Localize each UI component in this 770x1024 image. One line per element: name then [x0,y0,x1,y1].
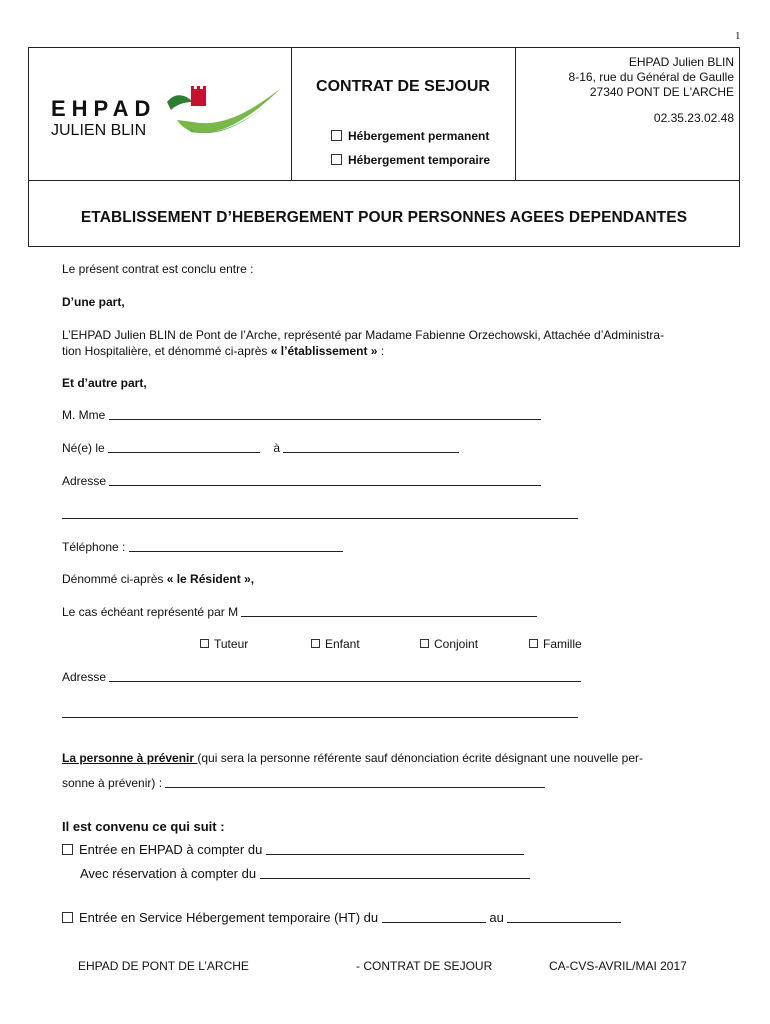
resident-bold: « le Résident », [166,572,255,586]
address2-row-2 [62,706,578,720]
phone-row [62,540,343,554]
name-row [62,408,541,422]
contact-label: La personne à prévenir [62,751,198,765]
reservation-date-field[interactable] [260,867,530,879]
address-label: Adresse [62,474,107,488]
option-conjoint[interactable] [420,637,478,651]
title-banner [29,180,739,247]
birth-date-field[interactable] [108,441,260,453]
temporary-option [331,153,490,167]
ht-checkbox[interactable] [62,912,73,923]
entry-date-field[interactable] [266,843,524,855]
birth-place-field[interactable] [283,441,459,453]
logo-text-ehpad: EHPAD [51,96,157,121]
reservation-row [80,866,530,881]
address2-row [62,670,581,684]
conjoint-label: Conjoint [434,637,479,651]
entry-checkbox[interactable] [62,844,73,855]
address2-label: Adresse [62,670,107,684]
option-enfant[interactable] [311,637,360,651]
party1-line1: L’EHPAD Julien BLIN de Pont de l’Arche, représenté par Madame Fabienne Orzechowski, Attachée d’Administra- [62,328,665,342]
representative-field[interactable] [241,605,537,617]
represented-row [62,605,537,619]
reservation-label: Avec réservation à compter du [80,866,257,881]
temporary-label: Hébergement temporaire [348,153,491,167]
contact-text-2: sonne à prévenir) : [62,776,163,790]
address-row-2 [62,507,578,521]
enfant-checkbox[interactable] [311,639,320,648]
logo-text-julien-blin: JULIEN BLIN [51,122,147,139]
born-label: Né(e) le [62,441,105,455]
address-field[interactable] [109,474,541,486]
party1-heading: D’une part, [62,295,125,309]
entry-row [62,842,524,857]
party1-line2-bold: « l’établissement » [270,344,378,358]
contact-text: (qui sera la personne référente sauf dénonciation écrite désignant une nouvelle per- [197,751,644,765]
party1-line2 [62,344,384,358]
party1-line2-suffix: : [377,344,385,358]
footer-right: CA-CVS-AVRIL/MAI 2017 [549,959,687,973]
entry-label: Entrée en EHPAD à compter du [79,842,263,857]
contract-title: CONTRAT DE SEJOUR [316,78,490,95]
tuteur-checkbox[interactable] [200,639,209,648]
establishment-city: 27340 PONT DE L'ARCHE [589,85,734,99]
party2-heading: Et d’autre part, [62,376,147,390]
permanent-label: Hébergement permanent [348,129,490,143]
ht-label: Entrée en Service Hébergement temporaire (HT) du [79,910,379,925]
address-row [62,474,541,488]
header-box [28,47,740,247]
contact-row [62,751,643,765]
address-cell [515,48,739,180]
name-field[interactable] [109,408,541,420]
establishment-street: 8-16, rue du Général de Gaulle [568,70,734,84]
establishment-name: EHPAD Julien BLIN [628,55,734,69]
born-at-label: à [273,441,281,455]
contract-cell [291,48,516,180]
tuteur-label: Tuteur [214,637,249,651]
address2-field-2[interactable] [62,706,578,718]
option-tuteur[interactable] [200,637,248,651]
ht-start-field[interactable] [382,911,486,923]
banner-title: ETABLISSEMENT D’HEBERGEMENT POUR PERSONNES AGEES DEPENDANTES [80,209,688,226]
agreed-heading: Il est convenu ce qui suit : [62,819,225,834]
ht-row [62,910,621,925]
permanent-checkbox[interactable] [331,130,342,141]
famille-label: Famille [543,637,582,651]
establishment-phone: 02.35.23.02.48 [653,111,734,125]
represented-label: Le cas échéant représenté par M [62,605,239,619]
party1-line2-prefix: tion Hospitalière, et dénommé ci-après [62,344,271,358]
contact-row-2 [62,776,545,790]
logo-cell [29,48,292,180]
intro-text: Le présent contrat est conclu entre : [62,262,254,276]
option-famille[interactable] [529,637,582,651]
footer-center: - CONTRAT DE SEJOUR [356,959,493,973]
born-row [62,441,459,455]
phone-label: Téléphone : [62,540,126,554]
famille-checkbox[interactable] [529,639,538,648]
ht-end-field[interactable] [507,911,621,923]
name-label: M. Mme [62,408,106,422]
ht-to-label: au [489,910,504,925]
logo-swoosh-icon [163,82,283,146]
resident-prefix: Dénommé ci-après [62,572,167,586]
permanent-option [331,129,489,143]
page-number: 1 [735,30,741,42]
address-field-2[interactable] [62,507,578,519]
resident-row [62,572,254,586]
footer-left: EHPAD DE PONT DE L’ARCHE [78,959,249,973]
phone-field[interactable] [129,540,343,552]
conjoint-checkbox[interactable] [420,639,429,648]
address2-field[interactable] [109,670,581,682]
enfant-label: Enfant [325,637,360,651]
temporary-checkbox[interactable] [331,154,342,165]
contact-field[interactable] [165,776,545,788]
